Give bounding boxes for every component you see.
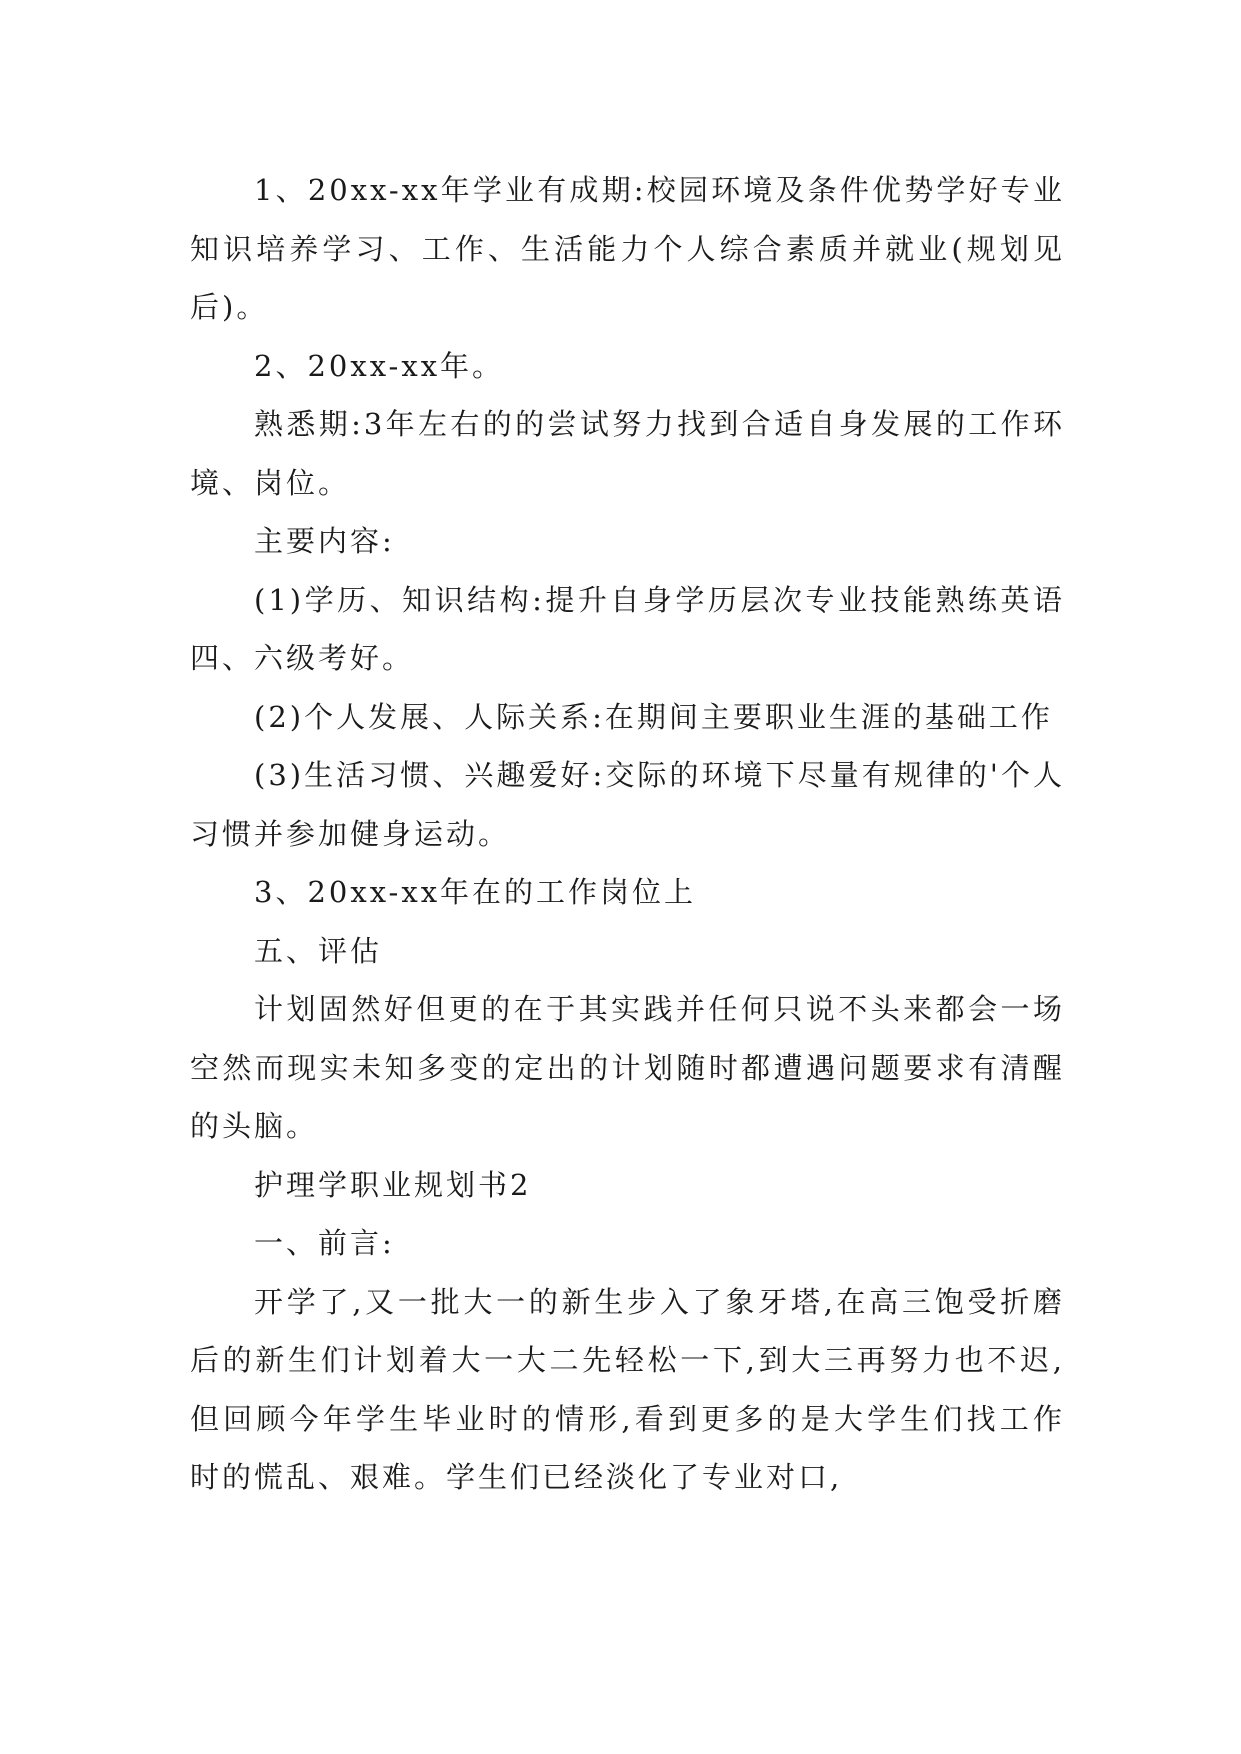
section-heading-evaluation: 五、评估 xyxy=(254,933,383,968)
paragraph-period-2: 2、20xx-xx年。 xyxy=(254,348,505,383)
paragraph-preface: 开学了,又一批大一的新生步入了象牙塔,在高三饱受折磨后的新生们计划着大一大二先轻松一下,到大三再努力也不迟,但回顾今年学生毕业时的情形,看到更多的是大学生们找工作时的慌乱、艰难。学生们已经淡化了专业对口, xyxy=(190,1284,1065,1494)
paragraph-evaluation: 计划固然好但更的在于其实践并任何只说不头来都会一场空然而现实未知多变的定出的计划随时都遭遇问题要求有清醒的头脑。 xyxy=(190,992,1065,1143)
paragraph-habits: (3)生活习惯、兴趣爱好:交际的环境下尽量有规律的'个人习惯并参加健身运动。 xyxy=(190,758,1065,851)
section-heading-preface: 一、前言: xyxy=(254,1226,395,1260)
document-title-2: 护理学职业规划书2 xyxy=(254,1167,532,1202)
document-body xyxy=(190,161,1065,1507)
paragraph-education: (1)学历、知识结构:提升自身学历层次专业技能熟练英语四、六级考好。 xyxy=(190,582,1065,675)
paragraph-main-content-heading: 主要内容: xyxy=(254,524,395,558)
paragraph-period-3: 3、20xx-xx年在的工作岗位上 xyxy=(254,875,697,909)
paragraph-period-1: 1、20xx-xx年学业有成期:校园环境及条件优势学好专业知识培养学习、工作、生活能力个人综合素质并就业(规划见后)。 xyxy=(190,173,1065,324)
paragraph-personal-development: (2)个人发展、人际关系:在期间主要职业生涯的基础工作 xyxy=(254,699,1053,734)
paragraph-familiarization: 熟悉期:3年左右的的尝试努力找到合适自身发展的工作环境、岗位。 xyxy=(190,407,1065,500)
